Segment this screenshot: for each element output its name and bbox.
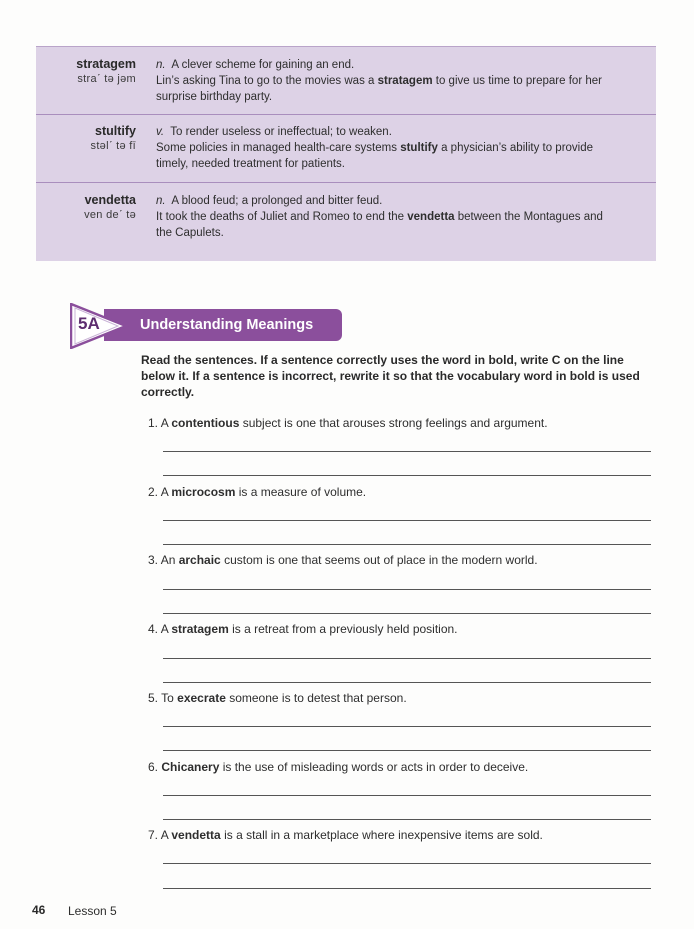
answer-line[interactable]	[163, 658, 651, 659]
question-bold-word: contentious	[171, 416, 240, 430]
vocab-definition-block	[156, 57, 646, 105]
vocab-pronunciation: ven deˊ tə	[84, 209, 136, 221]
question-text: someone is to detest that person.	[225, 691, 407, 705]
part-of-speech: n.	[156, 195, 166, 207]
definition-text: A blood feud; a prolonged and bitter feud.	[171, 195, 383, 207]
example-bold-word: vendetta	[407, 211, 455, 223]
question-number: 3.	[148, 553, 159, 567]
vocab-definition-block	[156, 124, 646, 172]
vocab-entry	[36, 183, 656, 261]
vocab-word: vendetta	[84, 193, 136, 207]
question-text: custom is one that seems out of place in the modern world.	[220, 553, 538, 567]
vocab-pronunciation: straˊ tə jəm	[77, 73, 136, 85]
question-text: An	[160, 553, 179, 567]
part-of-speech: v.	[156, 126, 165, 138]
vocab-example	[156, 73, 646, 89]
vocab-definition	[156, 124, 646, 140]
answer-line[interactable]	[163, 451, 651, 452]
vocab-word: stratagem	[76, 57, 136, 71]
example-text: the Capulets.	[156, 227, 224, 239]
example-text: It took the deaths of Juliet and Romeo to end the	[156, 211, 408, 223]
question-text: is the use of misleading words or acts in order to deceive.	[219, 760, 529, 774]
vocab-definition	[156, 193, 646, 209]
answer-line[interactable]	[163, 682, 651, 683]
answer-line[interactable]	[163, 726, 651, 727]
vocab-example	[156, 209, 646, 225]
answer-line[interactable]	[163, 544, 651, 545]
vocab-example	[156, 140, 646, 156]
question	[148, 760, 653, 774]
question-number: 7.	[148, 828, 159, 842]
answer-line[interactable]	[163, 795, 651, 796]
vocab-word: stultify	[95, 124, 136, 138]
example-bold-word: stratagem	[377, 75, 433, 87]
question-bold-word: microcosm	[171, 485, 236, 499]
answer-line[interactable]	[163, 520, 651, 521]
example-text: between the Montagues and	[454, 211, 603, 223]
example-text: surprise birthday party.	[156, 91, 273, 103]
question	[148, 622, 653, 636]
question-bold-word: archaic	[178, 553, 221, 567]
example-text: Some policies in managed health-care systems	[156, 142, 401, 154]
question	[148, 828, 653, 842]
instructions: Read the sentences. If a sentence correctly uses the word in bold, write C on the line below it. If a sentence is incorrect, rewrite it so that the vocabulary word in bold is used correctly.	[141, 353, 640, 399]
example-text: to give us time to prepare for her	[432, 75, 602, 87]
vocab-entry	[36, 115, 656, 183]
question-number: 6.	[148, 760, 159, 774]
definition-text: A clever scheme for gaining an end.	[171, 59, 355, 71]
question-text: A	[160, 485, 172, 499]
definition-text: To render useless or ineffectual; to weaken.	[170, 126, 392, 138]
section-code: 5A	[78, 314, 100, 333]
example-bold-word: stultify	[400, 142, 438, 154]
lesson-label: Lesson 5	[68, 904, 117, 918]
answer-line[interactable]	[163, 888, 651, 889]
example-text: a physician’s ability to provide	[437, 142, 594, 154]
page-number: 46	[32, 903, 46, 917]
question-text: A	[160, 828, 172, 842]
question	[148, 485, 653, 499]
question-number: 5.	[148, 691, 159, 705]
answer-line[interactable]	[163, 863, 651, 864]
question	[148, 691, 653, 705]
vocabulary-box	[36, 46, 656, 261]
part-of-speech: n.	[156, 59, 166, 71]
question-text: A	[160, 416, 172, 430]
vocab-definition-block	[156, 193, 646, 241]
question-text: To	[161, 691, 178, 705]
question-text: subject is one that arouses strong feelings and argument.	[239, 416, 548, 430]
question-bold-word: execrate	[177, 691, 226, 705]
question-bold-word: Chicanery	[161, 760, 220, 774]
question-number: 2.	[148, 485, 159, 499]
question	[148, 416, 653, 430]
answer-line[interactable]	[163, 475, 651, 476]
vocab-entry	[36, 47, 656, 115]
vocab-pronunciation: stəlˊ tə fī	[90, 140, 136, 152]
example-text: Lin’s asking Tina to go to the movies was a	[156, 75, 378, 87]
question-number: 4.	[148, 622, 159, 636]
answer-line[interactable]	[163, 750, 651, 751]
vocab-definition	[156, 57, 646, 73]
question-bold-word: vendetta	[171, 828, 221, 842]
question-text: is a measure of volume.	[235, 485, 367, 499]
answer-line[interactable]	[163, 589, 651, 590]
question-text: A	[160, 622, 172, 636]
question-number: 1.	[148, 416, 159, 430]
question-text: is a stall in a marketplace where inexpensive items are sold.	[220, 828, 543, 842]
question-bold-word: stratagem	[171, 622, 229, 636]
question-text: is a retreat from a previously held position.	[228, 622, 458, 636]
answer-line[interactable]	[163, 819, 651, 820]
section-banner	[70, 303, 345, 349]
example-text: timely, needed treatment for patients.	[156, 158, 345, 170]
section-title: Understanding Meanings	[140, 317, 314, 333]
answer-line[interactable]	[163, 613, 651, 614]
question	[148, 553, 653, 567]
